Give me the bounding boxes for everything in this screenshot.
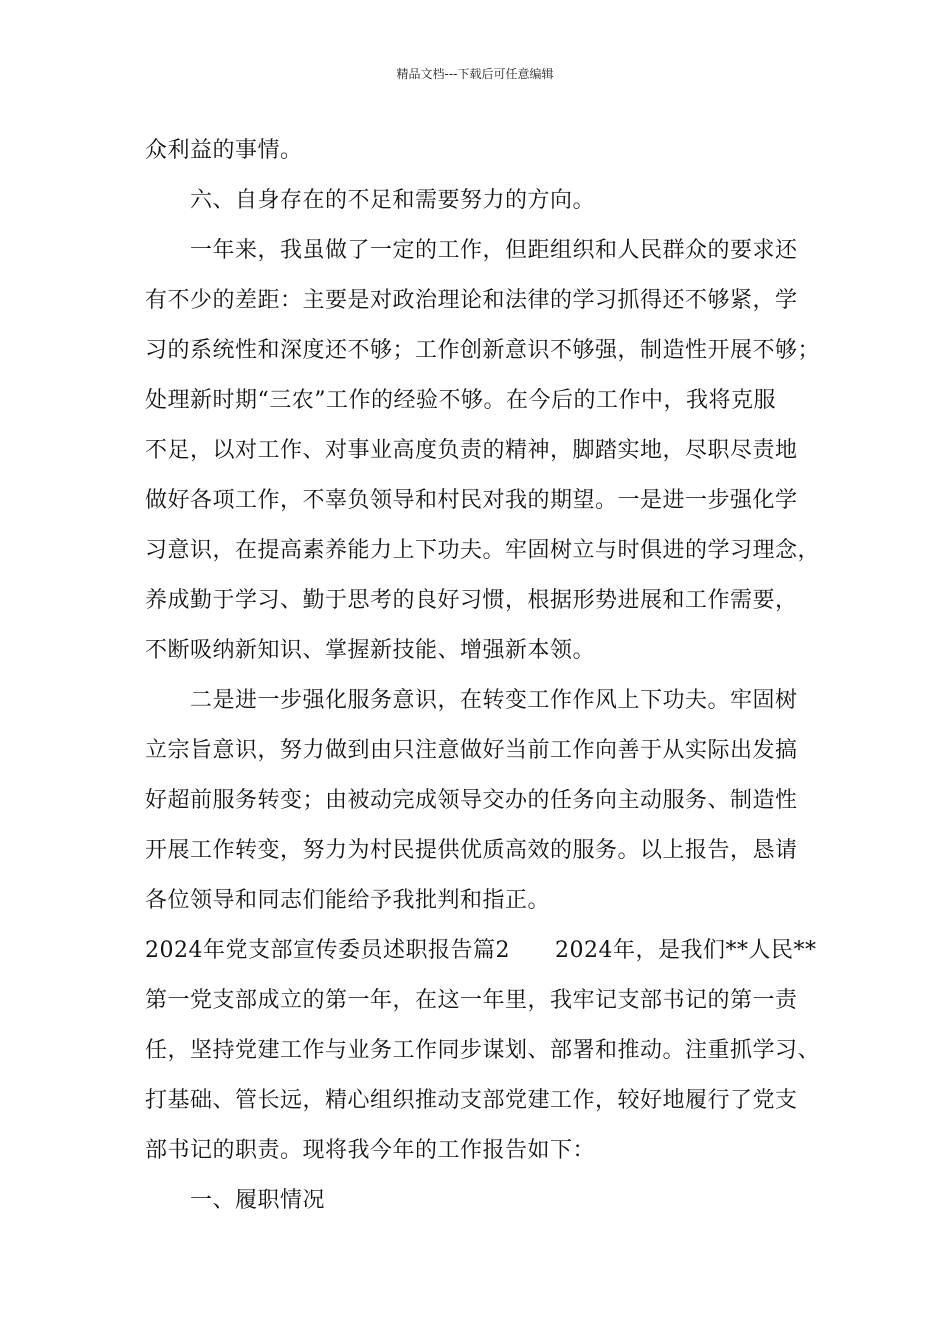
text-line: 好超前服务转变；由被动完成领导交办的任务向主动服务、制造性 (145, 788, 798, 813)
page-header: 精品文档---下载后可任意编辑 (396, 67, 554, 81)
section-heading: 一、履职情况 (190, 1188, 326, 1213)
text-line: 二是进一步强化服务意识，在转变工作作风上下功夫。牢固树 (190, 688, 798, 713)
text-line: 不断吸纳新知识、掌握新技能、增强新本领。 (145, 638, 596, 663)
text-line: 习意识，在提高素养能力上下功夫。牢固树立与时俱进的学习理念， (145, 538, 821, 563)
text-line: 立宗旨意识，努力做到由只注意做好当前工作向善于从实际出发搞 (145, 738, 798, 763)
text-line: 各位领导和同志们能给予我批判和指正。 (145, 888, 551, 913)
text-line: 部书记的职责。现将我今年的工作报告如下： (145, 1138, 596, 1163)
text-line: 一年来，我虽做了一定的工作，但距组织和人民群众的要求还 (190, 238, 798, 263)
section-heading: 六、自身存在的不足和需要努力的方向。 (190, 188, 596, 213)
text-line: 处理新时期“三农”工作的经验不够。在今后的工作中，我将克服 (145, 388, 776, 413)
text-line: 众利益的事情。 (145, 138, 303, 163)
text-line: 开展工作转变，努力为村民提供优质高效的服务。以上报告，恳请 (145, 838, 798, 863)
text-line: 任，坚持党建工作与业务工作同步谋划、部署和推动。注重抓学习、 (145, 1038, 821, 1063)
text-line: 养成勤于学习、勤于思考的良好习惯，根据形势进展和工作需要， (145, 588, 798, 613)
report-title-line: 2024年党支部宣传委员述职报告篇2 2024年，是我们**人民** (145, 938, 817, 963)
text-line: 不足，以对工作、对事业高度负责的精神，脚踏实地，尽职尽责地 (145, 438, 798, 463)
text-line: 第一党支部成立的第一年，在这一年里，我牢记支部书记的第一责 (145, 988, 798, 1013)
text-line: 打基础、管长远，精心组织推动支部党建工作，较好地履行了党支 (145, 1088, 798, 1113)
text-line: 有不少的差距：主要是对政治理论和法律的学习抓得还不够紧，学 (145, 288, 798, 313)
text-line: 做好各项工作，不辜负领导和村民对我的期望。一是进一步强化学 (145, 488, 798, 513)
text-line: 习的系统性和深度还不够；工作创新意识不够强，制造性开展不够； (145, 338, 821, 363)
